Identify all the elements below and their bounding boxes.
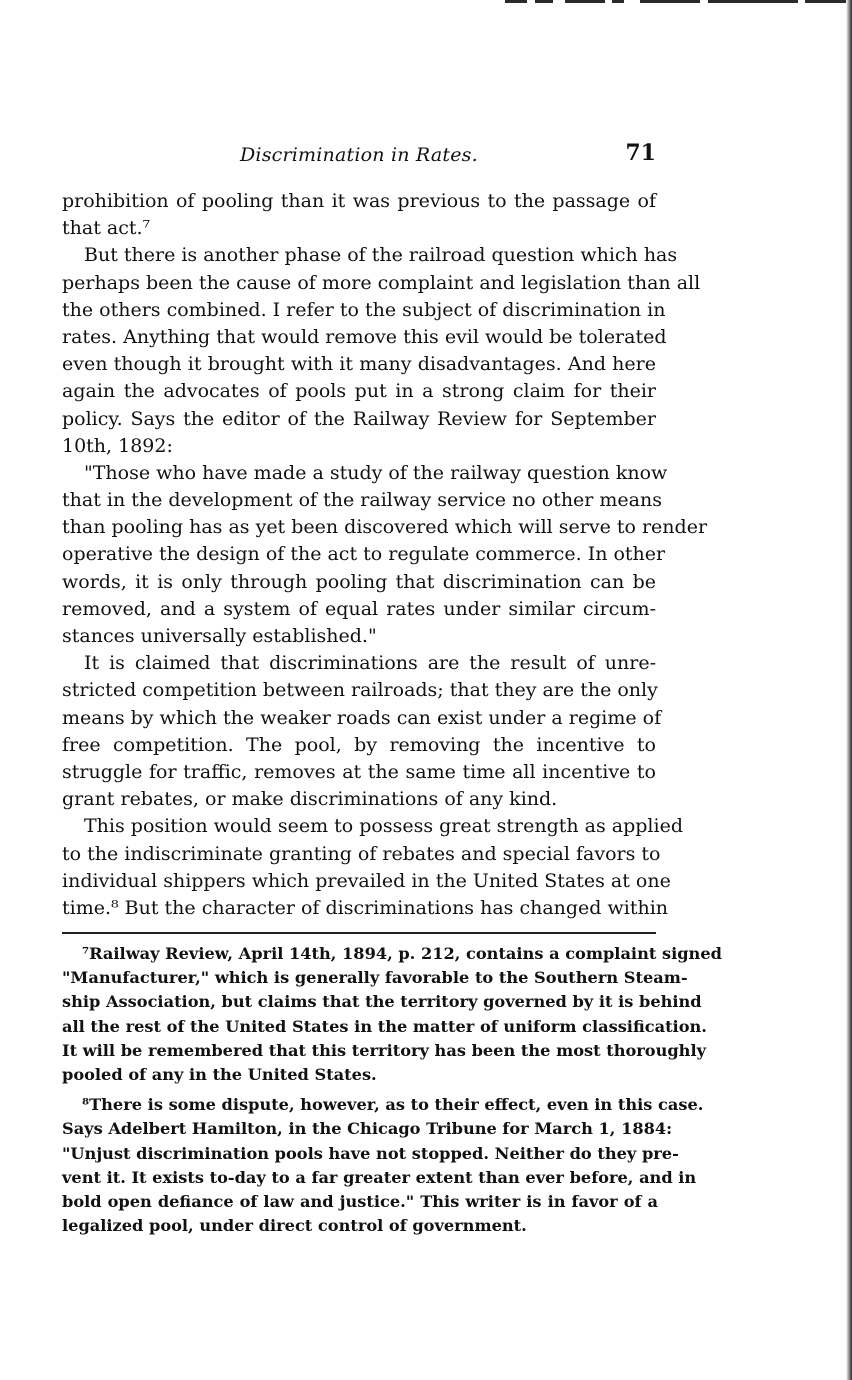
scan-right-edge: [846, 0, 852, 1380]
text-line: even though it brought with it many disadvantages. And here: [62, 353, 656, 376]
page-number: 71: [625, 140, 656, 166]
text-line: that in the development of the railway service no other means: [62, 489, 662, 512]
text-line: This position would seem to possess great strength as applied: [84, 815, 683, 838]
running-title: Discrimination in Rates.: [240, 144, 478, 166]
text-line: the others combined. I refer to the subject of discrimination in: [62, 298, 666, 321]
footnote-rule: [62, 932, 656, 934]
quotation-paragraph: [62, 460, 708, 650]
text-line: again the advocates of pools put in a strong claim for their: [62, 380, 656, 403]
text-line: rates. Anything that would remove this evil would be tolerated: [62, 325, 667, 348]
text-line: stances universally established.": [62, 625, 377, 647]
footnote-line: vent it. It exists to-day to a far greater extent than ever before, and in: [62, 1167, 697, 1187]
footnote-line: bold open defiance of law and justice." This writer is in favor of a: [62, 1191, 658, 1211]
text-line: to the indiscriminate granting of rebates and special favors to: [62, 842, 661, 865]
footnote-line: ship Association, but claims that the territory governed by it is behind: [62, 992, 702, 1012]
text-line: means by which the weaker roads can exist under a regime of: [62, 706, 662, 729]
paragraph: [62, 813, 683, 922]
text-line: individual shippers which prevailed in the United States at one: [62, 869, 671, 892]
text-line: stricted competition between railroads; that they are the only: [62, 679, 658, 702]
text-line: that act.⁷: [62, 217, 151, 240]
text-line: free competition. The pool, by removing the incentive to: [62, 733, 656, 756]
footnotes: [62, 942, 722, 1238]
body-text: [62, 188, 708, 922]
text-line: time.⁸ But the character of discriminations has changed within: [62, 896, 669, 919]
footnote-line: Says Adelbert Hamilton, in the Chicago Tribune for March 1, 1884:: [62, 1119, 673, 1139]
footnote-line: pooled of any in the United States.: [62, 1064, 377, 1084]
text-line: policy. Says the editor of the Railway Review for September: [62, 407, 656, 430]
footnote-8: [62, 1093, 704, 1238]
scan-top-edge: [0, 0, 852, 6]
text-line: operative the design of the act to regulate commerce. In other: [62, 543, 666, 566]
text-line: But there is another phase of the railroad question which has: [84, 244, 678, 267]
text-line: words, it is only through pooling that discrimination can be: [62, 570, 656, 593]
footnote-line: all the rest of the United States in the matter of uniform classification.: [62, 1016, 707, 1036]
footnote-7: [62, 942, 722, 1087]
footnote-line: ⁸There is some dispute, however, as to their effect, even in this case.: [82, 1095, 704, 1115]
footnote-line: It will be remembered that this territory has been the most thoroughly: [62, 1040, 706, 1060]
footnote-line: legalized pool, under direct control of government.: [62, 1216, 527, 1236]
text-line: 10th, 1892:: [62, 434, 173, 457]
text-line: It is claimed that discriminations are the result of unre-: [84, 652, 656, 675]
text-line: struggle for traffic, removes at the same time all incentive to: [62, 760, 656, 783]
footnote-line: "Manufacturer," which is generally favorable to the Southern Steam-: [62, 968, 688, 988]
footnote-line: "Unjust discrimination pools have not stopped. Neither do they pre-: [62, 1143, 679, 1163]
text-line: prohibition of pooling than it was previous to the passage of: [62, 190, 656, 212]
paragraph: [62, 242, 701, 460]
text-line: than pooling has as yet been discovered which will serve to render: [62, 516, 708, 539]
text-line: "Those who have made a study of the railway question know: [84, 461, 668, 484]
text-line: removed, and a system of equal rates under similar circum-: [62, 597, 656, 620]
text-line: perhaps been the cause of more complaint and legislation than all: [62, 271, 701, 294]
text-line: grant rebates, or make discriminations of any kind.: [62, 788, 558, 811]
paragraph: [62, 650, 662, 813]
footnote-line: ⁷Railway Review, April 14th, 1894, p. 212, contains a complaint signed: [82, 944, 722, 963]
paragraph: [62, 188, 656, 242]
running-head: [62, 140, 656, 172]
